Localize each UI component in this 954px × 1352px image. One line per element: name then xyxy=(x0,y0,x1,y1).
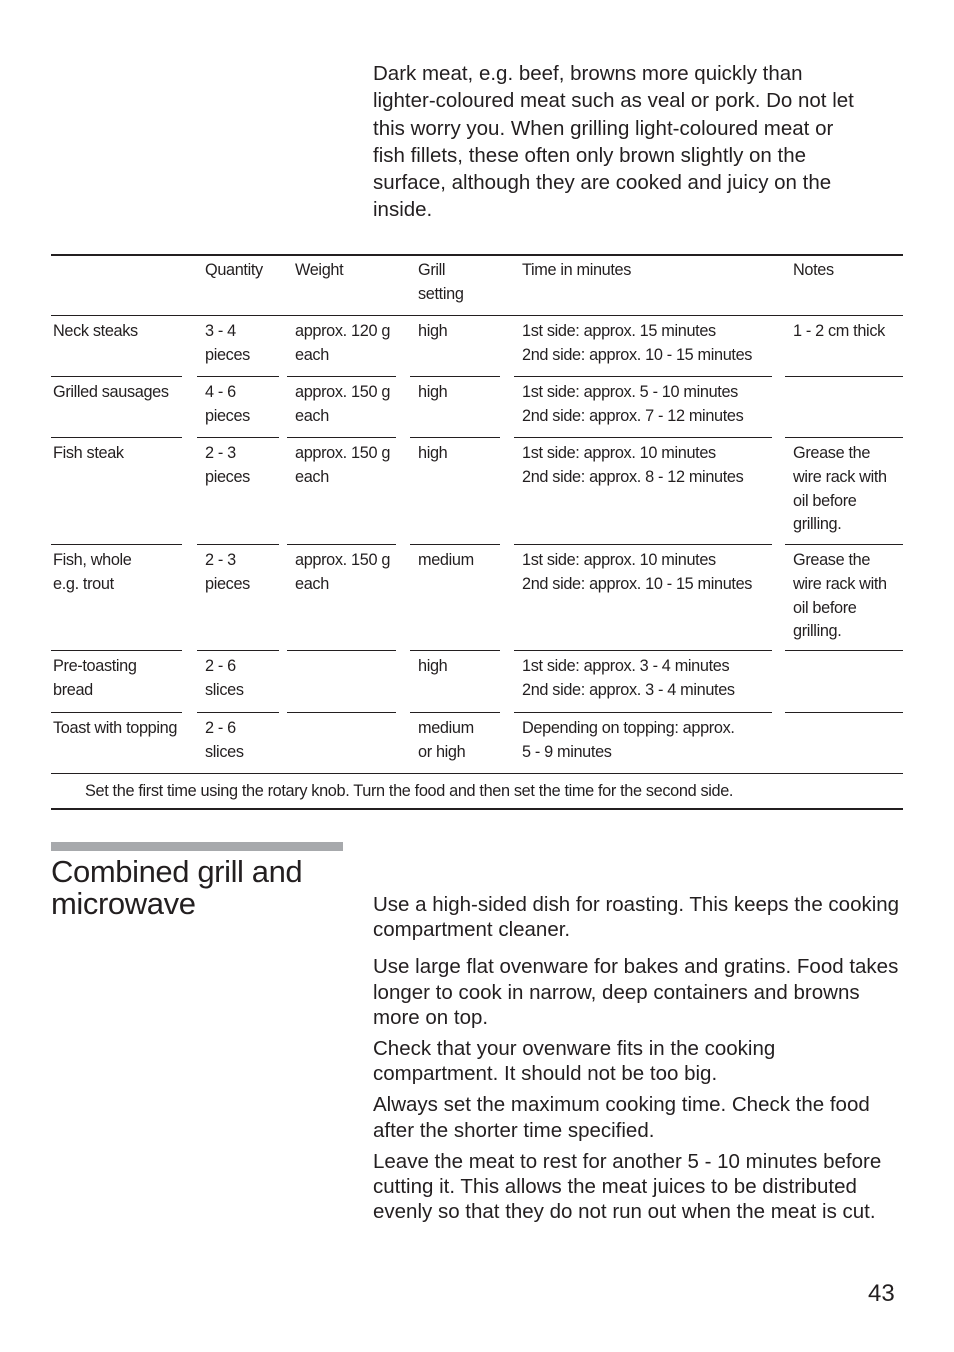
body-paragraph: Use large flat ovenware for bakes and gratins. Food takes longer to cook in narrow, deep containers and browns more on top. xyxy=(373,955,899,1029)
cell-quantity: 2 - 6 slices xyxy=(205,657,244,699)
cell-food: Pre-toasting bread xyxy=(53,657,137,699)
row-separator xyxy=(197,712,279,713)
footnote-top-rule xyxy=(51,773,903,774)
cell-grill: high xyxy=(418,322,448,340)
intro-line: fish fillets, these often only brown slightly on the xyxy=(373,143,807,167)
cell-quantity: 4 - 6 pieces xyxy=(205,383,250,425)
intro-line: inside. xyxy=(373,198,433,222)
row-separator xyxy=(51,376,182,377)
cell-notes: Grease the wire rack with oil before grilling. xyxy=(793,551,887,641)
row-separator xyxy=(287,650,396,651)
section-bar xyxy=(51,842,343,851)
row-separator xyxy=(514,650,772,651)
body-paragraph: Use a high-sided dish for roasting. This keeps the cooking compartment cleaner. xyxy=(373,893,900,942)
cell-notes: Grease the wire rack with oil before grilling. xyxy=(793,444,887,534)
cell-grill: medium or high xyxy=(418,719,474,761)
row-separator xyxy=(514,712,772,713)
row-separator xyxy=(287,376,396,377)
table-header-rule xyxy=(51,315,903,316)
body-paragraph: Leave the meat to rest for another 5 - 10 minutes before cutting it. This allows the meat juices to be distributed evenly so that they do not run out when the meat is cut. xyxy=(373,1149,882,1224)
grilling-table xyxy=(51,254,903,810)
table-top-rule xyxy=(51,254,903,256)
row-separator xyxy=(785,712,903,713)
cell-food: Fish steak xyxy=(53,444,124,462)
cell-quantity: 2 - 6 slices xyxy=(205,719,244,761)
cell-food: Fish, whole e.g. trout xyxy=(53,551,132,593)
header-quantity: Quantity xyxy=(205,261,263,279)
row-separator xyxy=(514,376,772,377)
cell-food: Grilled sausages xyxy=(53,383,169,401)
row-separator xyxy=(287,712,396,713)
section-title: Combined grill and microwave xyxy=(51,854,303,921)
row-separator xyxy=(785,376,903,377)
cell-weight: approx. 150 g each xyxy=(295,444,391,486)
row-separator xyxy=(51,544,182,545)
row-separator xyxy=(785,650,903,651)
header-time: Time in minutes xyxy=(522,261,632,279)
cell-grill: medium xyxy=(418,551,474,569)
cell-weight: approx. 150 g each xyxy=(295,551,391,593)
row-separator xyxy=(410,437,500,438)
row-separator xyxy=(51,712,182,713)
row-separator xyxy=(51,437,182,438)
cell-time: 1st side: approx. 5 - 10 minutes 2nd side: approx. 7 - 12 minutes xyxy=(522,383,744,425)
row-separator xyxy=(51,650,182,651)
row-separator xyxy=(410,376,500,377)
intro-paragraph xyxy=(373,60,903,224)
row-separator xyxy=(197,650,279,651)
cell-weight: approx. 150 g each xyxy=(295,383,391,425)
intro-line: this worry you. When grilling light-coloured meat or xyxy=(373,116,834,140)
header-weight: Weight xyxy=(295,261,344,279)
row-separator xyxy=(197,544,279,545)
cell-time: Depending on topping: approx. 5 - 9 minutes xyxy=(522,719,735,761)
cell-grill: high xyxy=(418,444,448,462)
cell-food: Toast with topping xyxy=(53,719,178,737)
page-number: 43 xyxy=(868,1280,895,1307)
cell-time: 1st side: approx. 10 minutes 2nd side: approx. 8 - 12 minutes xyxy=(522,444,744,486)
header-notes: Notes xyxy=(793,261,834,279)
row-separator xyxy=(785,437,903,438)
cell-grill: high xyxy=(418,657,448,675)
cell-time: 1st side: approx. 15 minutes 2nd side: approx. 10 - 15 minutes xyxy=(522,322,753,364)
intro-line: surface, although they are cooked and juicy on the xyxy=(373,171,832,195)
row-separator xyxy=(514,437,772,438)
cell-time: 1st side: approx. 3 - 4 minutes 2nd side: approx. 3 - 4 minutes xyxy=(522,657,735,699)
row-separator xyxy=(287,437,396,438)
row-separator xyxy=(287,544,396,545)
body-paragraph: Always set the maximum cooking time. Check the food after the shorter time specified. xyxy=(373,1093,870,1142)
row-separator xyxy=(785,544,903,545)
cell-food: Neck steaks xyxy=(53,322,138,340)
row-separator xyxy=(410,650,500,651)
table-footnote: Set the first time using the rotary knob. Turn the food and then set the time for the second side. xyxy=(85,782,734,800)
cell-quantity: 2 - 3 pieces xyxy=(205,444,250,486)
row-separator xyxy=(197,437,279,438)
cell-time: 1st side: approx. 10 minutes 2nd side: approx. 10 - 15 minutes xyxy=(522,551,753,593)
cell-grill: high xyxy=(418,383,448,401)
body-paragraph: Check that your ovenware fits in the cooking compartment. It should not be too big. xyxy=(373,1037,776,1086)
row-separator xyxy=(410,712,500,713)
row-separator xyxy=(410,544,500,545)
table-bottom-rule xyxy=(51,808,903,810)
cell-weight: approx. 120 g each xyxy=(295,322,391,364)
cell-quantity: 3 - 4 pieces xyxy=(205,322,250,364)
cell-notes: 1 - 2 cm thick xyxy=(793,322,885,340)
row-separator xyxy=(514,544,772,545)
section-body xyxy=(373,892,903,1230)
cell-quantity: 2 - 3 pieces xyxy=(205,551,250,593)
intro-line: lighter-coloured meat such as veal or pork. Do not let xyxy=(373,89,854,113)
intro-line: Dark meat, e.g. beef, browns more quickly than xyxy=(373,62,803,85)
header-grill-setting: Grill setting xyxy=(418,261,464,303)
row-separator xyxy=(197,376,279,377)
